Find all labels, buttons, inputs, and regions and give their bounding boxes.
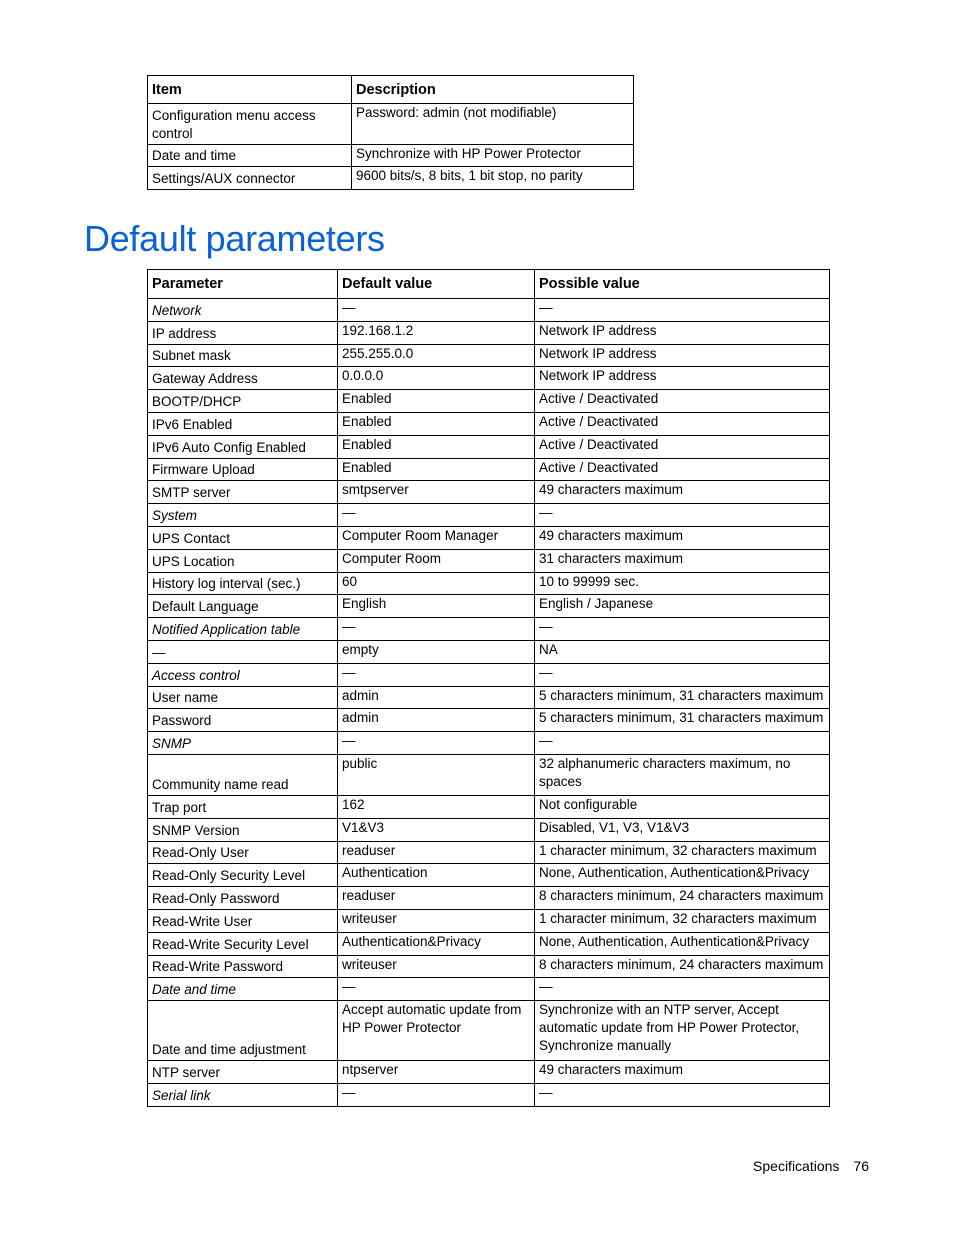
params-table-header-row [148, 270, 830, 299]
table-cell: — [535, 504, 830, 527]
table-row [148, 978, 830, 1001]
table-cell: 1 character minimum, 32 characters maximum [535, 909, 830, 932]
table-cell: SNMP Version [148, 818, 338, 841]
table-cell: 8 characters minimum, 24 characters maximum [535, 955, 830, 978]
table-cell: Default Language [148, 595, 338, 618]
table-cell: ntpserver [338, 1061, 535, 1084]
table-row [148, 299, 830, 322]
table-cell: admin [338, 709, 535, 732]
page-number: 76 [853, 1158, 869, 1174]
table-cell: Active / Deactivated [535, 412, 830, 435]
table-row [148, 549, 830, 572]
table-cell: — [338, 978, 535, 1001]
table-cell: 5 characters minimum, 31 characters maximum [535, 709, 830, 732]
table-cell: Network IP address [535, 321, 830, 344]
table-cell: English / Japanese [535, 595, 830, 618]
table-cell: 255.255.0.0 [338, 344, 535, 367]
table-cell: User name [148, 686, 338, 709]
table-row [148, 818, 830, 841]
table-row [148, 754, 830, 795]
table-cell: Network IP address [535, 344, 830, 367]
table-row [148, 795, 830, 818]
table-cell: admin [338, 686, 535, 709]
table-cell: — [338, 618, 535, 641]
table-row [148, 367, 830, 390]
table-cell: Active / Deactivated [535, 435, 830, 458]
table-cell: UPS Contact [148, 526, 338, 549]
table-row [148, 481, 830, 504]
table-cell: Subnet mask [148, 344, 338, 367]
table-cell: 5 characters minimum, 31 characters maximum [535, 686, 830, 709]
table-cell: public [338, 754, 535, 795]
table-cell: — [338, 732, 535, 755]
header-possible-value: Possible value [535, 270, 830, 299]
table-cell: writeuser [338, 955, 535, 978]
table-cell: — [535, 1083, 830, 1106]
table-row [148, 458, 830, 481]
table-cell: 0.0.0.0 [338, 367, 535, 390]
default-parameters-table [147, 269, 830, 1107]
table-row [148, 663, 830, 686]
table-cell: IP address [148, 321, 338, 344]
table-cell: Date and time [148, 145, 352, 167]
table-cell: NTP server [148, 1061, 338, 1084]
header-description: Description [352, 76, 634, 104]
table-cell: 49 characters maximum [535, 1061, 830, 1084]
table-cell: 10 to 99999 sec. [535, 572, 830, 595]
table-cell: Authentication&Privacy [338, 932, 535, 955]
table-cell: 49 characters maximum [535, 526, 830, 549]
table-cell: Active / Deactivated [535, 458, 830, 481]
table-cell: 162 [338, 795, 535, 818]
table-cell: Synchronize with an NTP server, Accept automatic update from HP Power Protector, Synchronize manually [535, 1001, 830, 1061]
table-cell: Enabled [338, 390, 535, 413]
table-cell: writeuser [338, 909, 535, 932]
table-cell: Configuration menu access control [148, 104, 352, 145]
table-cell: Not configurable [535, 795, 830, 818]
table-cell: Enabled [338, 412, 535, 435]
table-cell: smtpserver [338, 481, 535, 504]
table-cell: — [338, 299, 535, 322]
table-cell: — [338, 504, 535, 527]
table-row [148, 1083, 830, 1106]
table-cell: 32 alphanumeric characters maximum, no spaces [535, 754, 830, 795]
table-row [148, 864, 830, 887]
table-row [148, 1001, 830, 1061]
table-cell: Disabled, V1, V3, V1&V3 [535, 818, 830, 841]
table-cell: System [148, 504, 338, 527]
table-cell: Read-Only Security Level [148, 864, 338, 887]
table-cell: IPv6 Enabled [148, 412, 338, 435]
table-cell: Community name read [148, 754, 338, 795]
table-cell: readuser [338, 887, 535, 910]
header-parameter: Parameter [148, 270, 338, 299]
top-table-header-row [148, 76, 634, 104]
table-cell: UPS Location [148, 549, 338, 572]
table-row [148, 595, 830, 618]
table-row [148, 932, 830, 955]
table-cell: Network [148, 299, 338, 322]
table-cell: 60 [338, 572, 535, 595]
table-cell: Active / Deactivated [535, 390, 830, 413]
table-cell: — [148, 640, 338, 663]
table-cell: Settings/AUX connector [148, 167, 352, 190]
table-cell: Read-Write User [148, 909, 338, 932]
table-cell: History log interval (sec.) [148, 572, 338, 595]
table-cell: SMTP server [148, 481, 338, 504]
table-row [148, 709, 830, 732]
header-item: Item [148, 76, 352, 104]
table-cell: — [338, 663, 535, 686]
table-cell: — [535, 978, 830, 1001]
table-row [148, 412, 830, 435]
table-cell: Synchronize with HP Power Protector [352, 145, 634, 167]
table-row [148, 435, 830, 458]
table-cell: — [535, 732, 830, 755]
table-cell: — [535, 299, 830, 322]
table-row [148, 841, 830, 864]
table-cell: None, Authentication, Authentication&Privacy [535, 864, 830, 887]
table-cell: 31 characters maximum [535, 549, 830, 572]
table-row [148, 640, 830, 663]
top-table [147, 75, 634, 190]
params-table-body [148, 299, 830, 1107]
table-cell: Authentication [338, 864, 535, 887]
table-cell: 192.168.1.2 [338, 321, 535, 344]
table-row [148, 618, 830, 641]
table-cell: Enabled [338, 458, 535, 481]
table-cell: Serial link [148, 1083, 338, 1106]
table-cell: Date and time [148, 978, 338, 1001]
table-row [148, 732, 830, 755]
header-default-value: Default value [338, 270, 535, 299]
table-cell: Computer Room Manager [338, 526, 535, 549]
table-cell: None, Authentication, Authentication&Privacy [535, 932, 830, 955]
section-title: Default parameters [84, 218, 385, 259]
table-cell: Read-Write Security Level [148, 932, 338, 955]
table-cell: Password: admin (not modifiable) [352, 104, 634, 145]
table-cell: Notified Application table [148, 618, 338, 641]
table-row [148, 686, 830, 709]
table-cell: Read-Write Password [148, 955, 338, 978]
table-cell: 1 character minimum, 32 characters maximum [535, 841, 830, 864]
table-cell: SNMP [148, 732, 338, 755]
table-cell: — [535, 618, 830, 641]
table-cell: readuser [338, 841, 535, 864]
page-footer [753, 1158, 869, 1174]
table-cell: Access control [148, 663, 338, 686]
table-cell: — [535, 663, 830, 686]
table-row [148, 504, 830, 527]
table-row [148, 390, 830, 413]
table-row [148, 572, 830, 595]
table-cell: 9600 bits/s, 8 bits, 1 bit stop, no parity [352, 167, 634, 190]
table-row [148, 1061, 830, 1084]
table-cell: Enabled [338, 435, 535, 458]
table-cell: Network IP address [535, 367, 830, 390]
table-cell: 49 characters maximum [535, 481, 830, 504]
table-cell: Password [148, 709, 338, 732]
table-cell: Accept automatic update from HP Power Protector [338, 1001, 535, 1061]
table-cell: V1&V3 [338, 818, 535, 841]
table-cell: BOOTP/DHCP [148, 390, 338, 413]
table-row [148, 167, 634, 190]
table-cell: English [338, 595, 535, 618]
table-cell: empty [338, 640, 535, 663]
table-row [148, 104, 634, 145]
table-cell: Gateway Address [148, 367, 338, 390]
table-cell: 8 characters minimum, 24 characters maximum [535, 887, 830, 910]
table-row [148, 955, 830, 978]
table-cell: NA [535, 640, 830, 663]
table-cell: — [338, 1083, 535, 1106]
table-row [148, 887, 830, 910]
table-cell: Computer Room [338, 549, 535, 572]
table-cell: Read-Only Password [148, 887, 338, 910]
table-cell: Firmware Upload [148, 458, 338, 481]
footer-section: Specifications [753, 1158, 840, 1174]
table-row [148, 526, 830, 549]
table-row [148, 321, 830, 344]
table-cell: Date and time adjustment [148, 1001, 338, 1061]
table-row [148, 909, 830, 932]
table-row [148, 344, 830, 367]
table-cell: Trap port [148, 795, 338, 818]
table-row [148, 145, 634, 167]
table-cell: IPv6 Auto Config Enabled [148, 435, 338, 458]
table-cell: Read-Only User [148, 841, 338, 864]
